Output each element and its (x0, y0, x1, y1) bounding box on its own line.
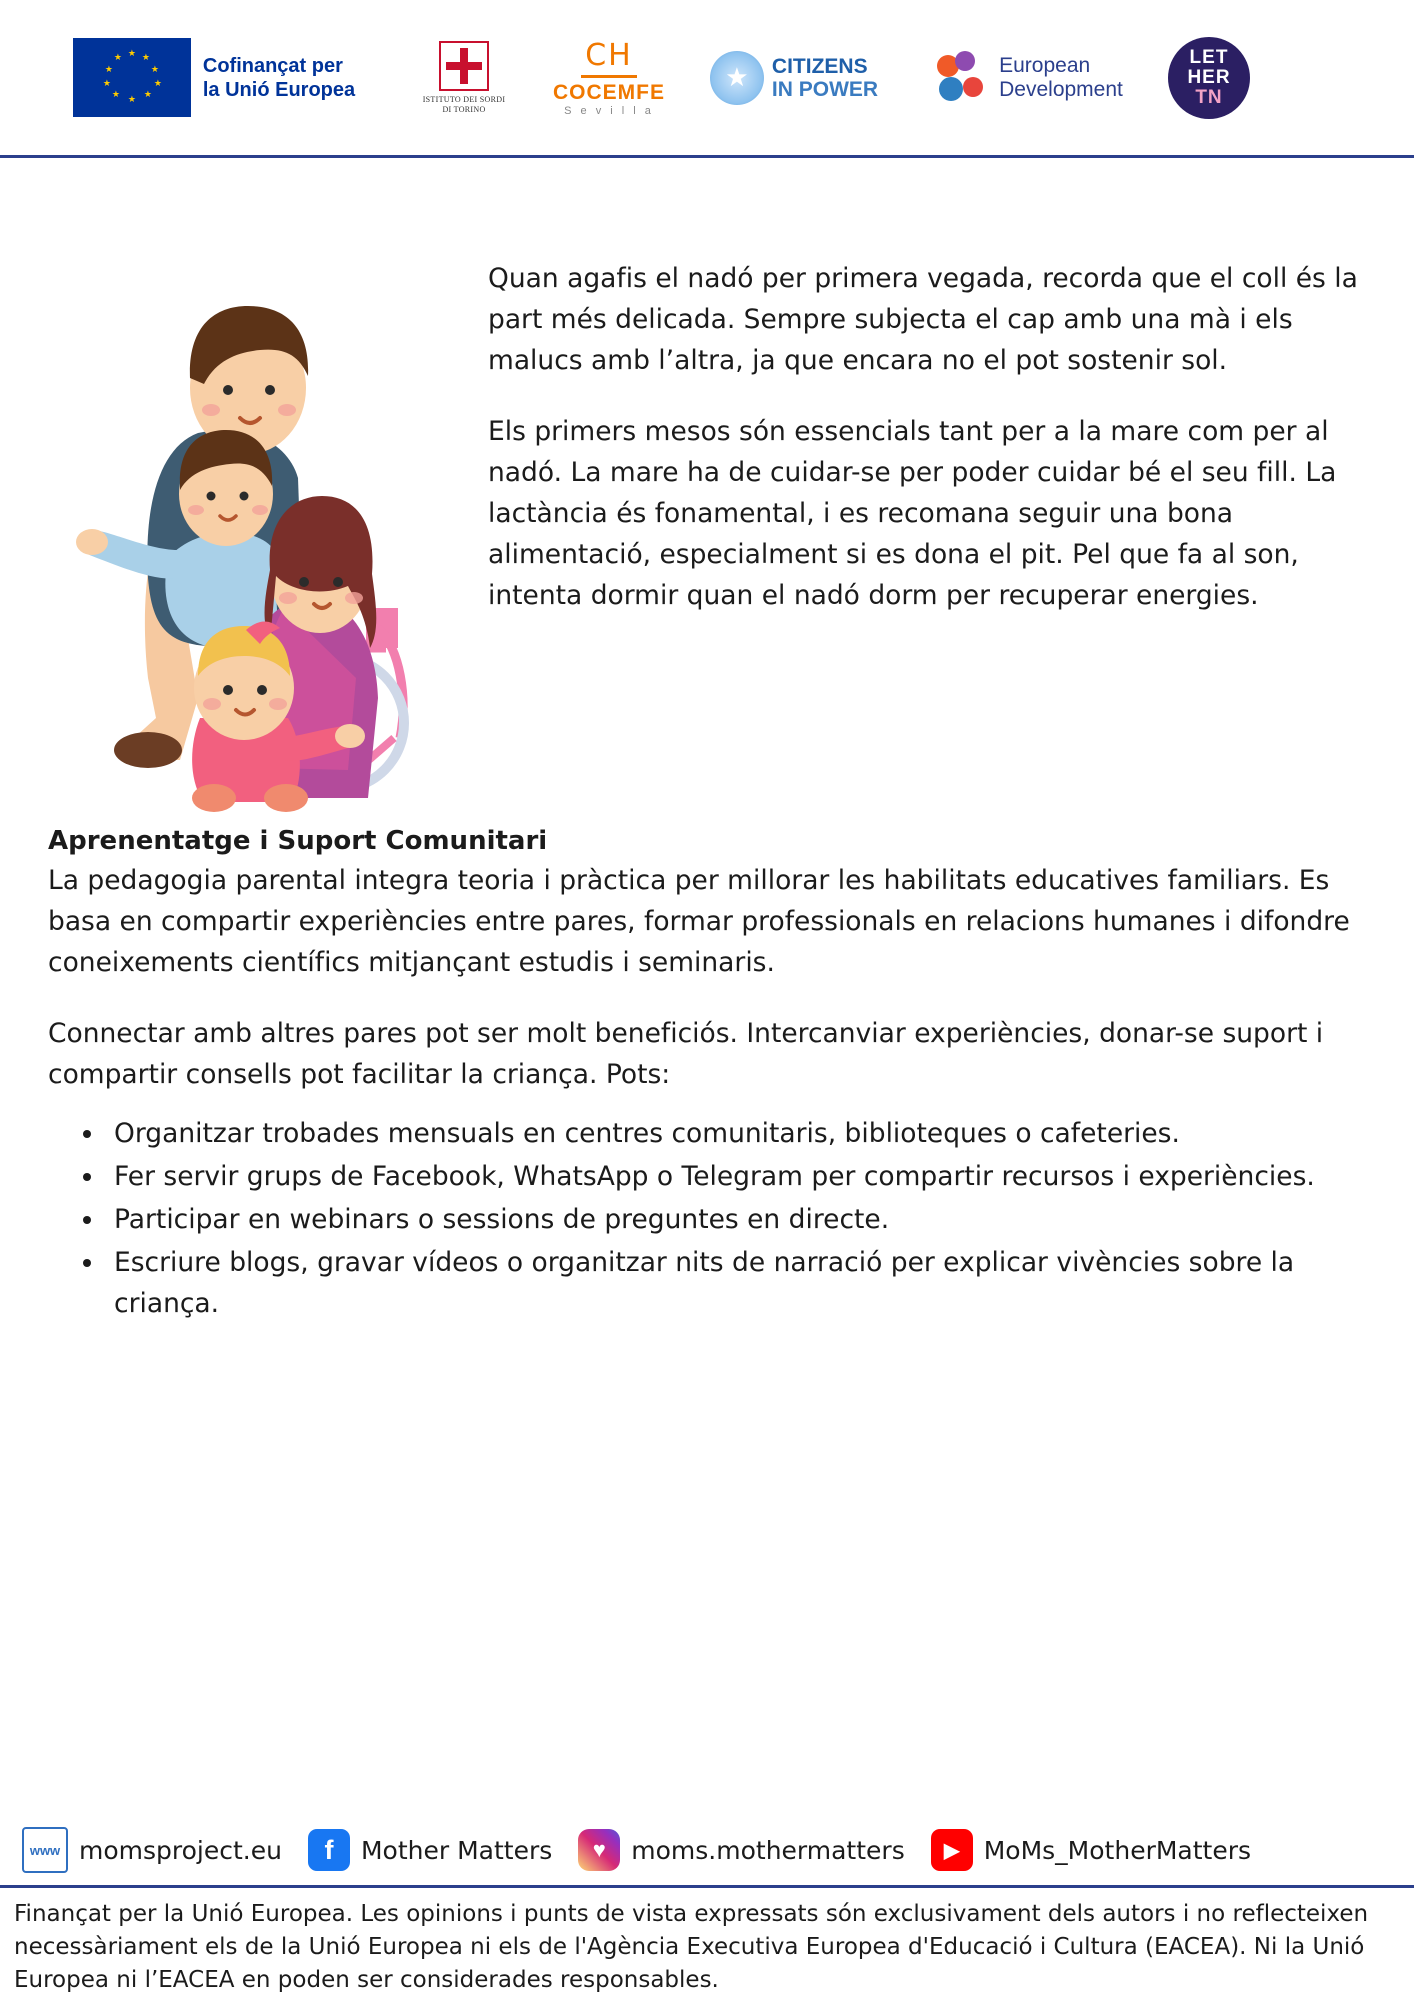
eu-cofunded-line2: la Unió Europea (202, 78, 356, 101)
eu-cofunded-logo (34, 38, 394, 117)
section-paragraph-2: Connectar amb altres pares pot ser molt beneficiós. Intercanviar experiències, donar-se suport i compartir consells pot facilitar la criança. Pots: (48, 1018, 1324, 1090)
tips-list (48, 1113, 1366, 1324)
website-link[interactable] (22, 1827, 282, 1873)
citizens-line2: IN POWER (771, 77, 879, 101)
list-item: • Fer servir grups de Facebook, WhatsApp o Telegram per compartir recursos i experiències. (106, 1156, 1366, 1197)
instagram-icon: ♥ (578, 1829, 620, 1871)
youtube-icon: ▶ (931, 1829, 973, 1871)
website-icon: www (22, 1827, 68, 1873)
citizens-in-power-logo (684, 51, 904, 105)
list-item: • Participar en webinars o sessions de preguntes en directe. (106, 1199, 1366, 1240)
european-development-logo (904, 51, 1154, 105)
list-item: • Organitzar trobades mensuals en centres comunitaris, biblioteques o cafeteries. (106, 1113, 1366, 1154)
youtube-link[interactable] (931, 1829, 1251, 1871)
lether-tn-logo (1154, 37, 1264, 119)
family-illustration (48, 178, 478, 818)
intro-paragraph-1: Quan agafis el nadó per primera vegada, recorda que el coll és la part més delicada. Sempre subjecta el cap amb una mà i els malucs amb l’altra, ja que encara no el pot sostenir sol. (488, 263, 1358, 376)
social-links-bar (0, 1818, 1414, 1882)
list-item: • Escriure blogs, gravar vídeos o organitzar nits de narració per explicar vivències sobre la criança. (106, 1242, 1366, 1324)
intro-paragraph-2: Els primers mesos són essencials tant per a la mare com per al nadó. La mare ha de cuidar-se per poder cuidar bé el seu fill. La lactància és fonamental, i es recomana seguir una bona alimentació, especialment si es dona el pit. Pel que fa al son, intenta dormir quan el nadó dorm per recuperar energies. (488, 416, 1337, 611)
istituto-sordi-torino-logo (394, 41, 534, 115)
eu-cofunded-line1: Cofinançat per (202, 54, 343, 77)
instagram-label: moms.mothermatters (631, 1835, 905, 1865)
paragraph-spacer (48, 983, 1366, 1013)
red-cross-icon (439, 41, 489, 91)
istituto-line1: ISTITUTO DEI SORDI (422, 94, 506, 104)
people-circle-icon (935, 51, 989, 105)
cocemfe-title: COCEMFE (553, 80, 665, 104)
citizens-line1: CITIZENS (771, 54, 868, 78)
star-badge-icon (710, 51, 764, 105)
facebook-icon: f (308, 1829, 350, 1871)
cocemfe-subtitle: S e v i l l a (564, 104, 654, 117)
instagram-link[interactable] (578, 1829, 904, 1871)
intro-section (48, 178, 1366, 818)
section-title: Aprenentatge i Suport Comunitari (48, 826, 548, 856)
logo-header-bar (0, 0, 1414, 158)
eudev-line1: European (999, 53, 1091, 77)
document-body (0, 158, 1414, 1324)
eu-funding-disclaimer: Finançat per la Unió Europea. Les opinions i punts de vista expressats són exclusivament dels autors i no reflecteixen necessàriament els de la Unió Europea ni els de l'Agència Executiva Europea d'Educació i Cultura (EACEA). Ni la Unió Europea ni l’EACEA en poden ser considerades responsables. (0, 1885, 1414, 2000)
eudev-line2: Development (999, 77, 1123, 101)
facebook-link[interactable] (308, 1829, 552, 1871)
lether-line1: LET (1189, 46, 1229, 68)
section-paragraph-1: La pedagogia parental integra teoria i pràctica per millorar les habilitats educatives familiars. Es basa en compartir experiències entre pares, formar professionals en relacions humanes i difondre coneixements científics mitjançant estudis i seminaris. (48, 865, 1350, 978)
lether-line2: HER (1187, 66, 1231, 88)
youtube-label: MoMs_MotherMatters (983, 1835, 1252, 1865)
eu-flag-icon: ★ ★ ★ ★ ★ ★ ★ ★ ★ ★ (73, 38, 191, 117)
istituto-line2: DI TORINO (442, 104, 486, 114)
website-label: momsproject.eu (79, 1835, 282, 1865)
cocemfe-logo (534, 39, 684, 117)
facebook-label: Mother Matters (360, 1835, 553, 1865)
lether-line3: TN (1195, 86, 1223, 108)
intro-text-block (488, 178, 1366, 616)
wheelchair-icon: CH (581, 39, 637, 78)
